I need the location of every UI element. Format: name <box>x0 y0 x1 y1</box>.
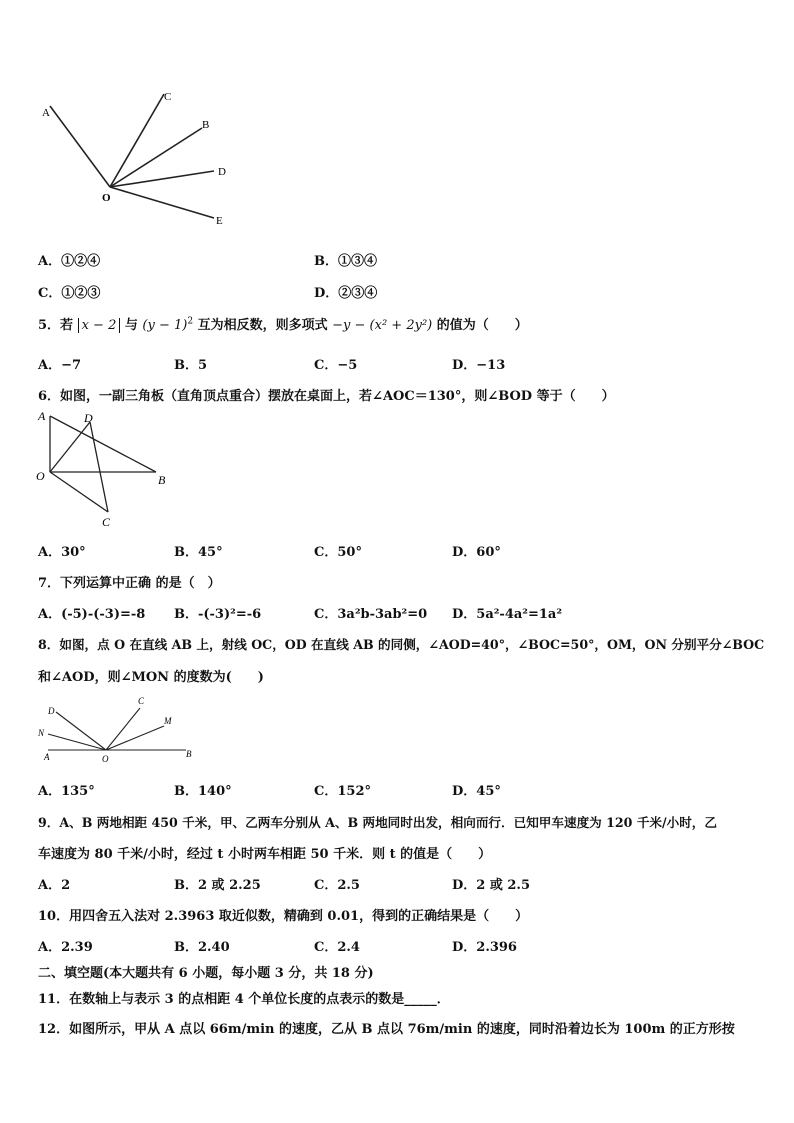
q6-option-b[interactable]: B．45° <box>174 545 223 560</box>
q5-option-b[interactable]: B．5 <box>174 358 208 373</box>
q9-option-b[interactable]: B．2 或 2.25 <box>174 878 261 893</box>
q9-option-d[interactable]: D．2 或 2.5 <box>452 878 530 893</box>
q8-option-c[interactable]: C．152° <box>314 784 371 799</box>
label-D: D <box>84 411 93 425</box>
q5-polynomial: −y − (x² + 2y²) <box>332 318 433 333</box>
q6-option-c[interactable]: C．50° <box>314 545 362 560</box>
label-C: C <box>164 91 172 103</box>
q5-pre: 5．若 <box>38 318 74 333</box>
q5-option-a[interactable]: A．−7 <box>38 358 82 373</box>
q5-abs-expr: x − 2 <box>78 318 121 333</box>
question-9-line1: 9．A、B 两地相距 450 千米，甲、乙两车分别从 A、B 两地同时出发，相向而行．已知甲车速度为 120 千米/小时，乙 <box>38 815 717 830</box>
q5-option-d[interactable]: D．−13 <box>452 358 506 373</box>
ray-OM <box>106 726 164 750</box>
label-C: C <box>102 515 111 529</box>
q4-option-b[interactable]: B．①③④ <box>314 254 377 269</box>
q9-option-a[interactable]: A．2 <box>38 878 71 893</box>
question-9-line2: 车速度为 80 千米/小时，经过 t 小时两车相距 50 千米．则 t 的值是（ ） <box>38 847 492 862</box>
label-A: A <box>44 752 50 762</box>
q5-square-expr: (y − 1) <box>142 318 188 333</box>
ray-OB <box>110 128 202 187</box>
q4-option-c[interactable]: C．①②③ <box>38 286 101 301</box>
question-10: 10．用四舍五入法对 2.3963 取近似数，精确到 0.01，得到的正确结果是（ ） <box>38 909 529 924</box>
section-heading-fill-in: 二、填空题(本大题共有 6 小题，每小题 3 分，共 18 分) <box>38 966 374 981</box>
label-N: N <box>38 728 45 738</box>
label-O: O <box>102 192 111 204</box>
ray-ON <box>48 734 106 750</box>
q8-option-d[interactable]: D．45° <box>452 784 501 799</box>
q5-mid2: 互为相反数，则多项式 <box>197 318 328 333</box>
question-12: 12．如图所示，甲从 A 点以 66m/min 的速度，乙从 B 点以 76m/min 的速度，同时沿着边长为 100m 的正方形按 <box>38 1022 735 1037</box>
question-8-line2: 和∠AOD，则∠MON 的度数为( ) <box>38 670 264 685</box>
label-O: O <box>36 469 45 483</box>
q4-option-a[interactable]: A．①②④ <box>38 254 101 269</box>
ray-OD <box>56 712 106 750</box>
label-E: E <box>216 215 223 227</box>
label-B: B <box>202 119 210 131</box>
ray-OC <box>106 708 140 750</box>
q9-option-c[interactable]: C．2.5 <box>314 878 360 893</box>
ray-OC <box>110 94 164 187</box>
edge-OC <box>50 472 108 512</box>
q6-option-d[interactable]: D．60° <box>452 545 501 560</box>
q8-option-b[interactable]: B．140° <box>174 784 232 799</box>
edge-AB <box>50 416 156 472</box>
ray-OE <box>110 187 214 218</box>
label-D: D <box>48 706 55 716</box>
question-8-line1: 8．如图，点 O 在直线 AB 上，射线 OC，OD 在直线 AB 的同侧，∠AOD=40°，∠BOC=50°，OM，ON 分别平分∠BOC <box>38 637 765 652</box>
rays-figure <box>36 84 236 234</box>
q5-square-exp: 2 <box>187 316 194 327</box>
q5-option-c[interactable]: C．−5 <box>314 358 358 373</box>
question-7: 7．下列运算中正确 的是（ ） <box>38 576 221 591</box>
q6-option-a[interactable]: A．30° <box>38 545 86 560</box>
triangles-figure <box>34 406 174 530</box>
q10-option-c[interactable]: C．2.4 <box>314 940 360 955</box>
q10-option-b[interactable]: B．2.40 <box>174 940 230 955</box>
q10-option-a[interactable]: A．2.39 <box>38 940 93 955</box>
label-D: D <box>218 166 226 178</box>
q10-option-d[interactable]: D．2.396 <box>452 940 517 955</box>
q4-option-d[interactable]: D．②③④ <box>314 286 378 301</box>
question-11: 11．在数轴上与表示 3 的点相距 4 个单位长度的点表示的数是_____． <box>38 992 450 1007</box>
q7-option-d[interactable]: D．5a²-4a²=1a² <box>452 607 563 622</box>
edge-DC <box>90 422 108 512</box>
label-B: B <box>186 749 192 759</box>
label-A: A <box>42 107 50 119</box>
q7-option-b[interactable]: B．-(-3)²=-6 <box>174 607 262 622</box>
ray-OD <box>110 171 214 187</box>
label-M: M <box>164 716 172 726</box>
q7-option-a[interactable]: A．(-5)-(-3)=-8 <box>38 607 146 622</box>
label-B: B <box>158 473 166 487</box>
q5-mid1: 与 <box>124 318 138 333</box>
question-5 <box>38 314 528 333</box>
label-O: O <box>102 754 109 764</box>
q8-option-a[interactable]: A．135° <box>38 784 95 799</box>
question-6: 6．如图，一副三角板（直角顶点重合）摆放在桌面上，若∠AOC＝130°，则∠BOD 等于（ ） <box>38 389 615 404</box>
q5-post: 的值为（ ） <box>436 318 528 333</box>
q7-option-c[interactable]: C．3a²b-3ab²=0 <box>314 607 428 622</box>
edge-OD <box>50 422 90 472</box>
label-C: C <box>138 696 145 706</box>
label-A: A <box>38 409 46 423</box>
ray-OA <box>50 106 110 187</box>
angle-bisector-figure <box>36 690 206 770</box>
